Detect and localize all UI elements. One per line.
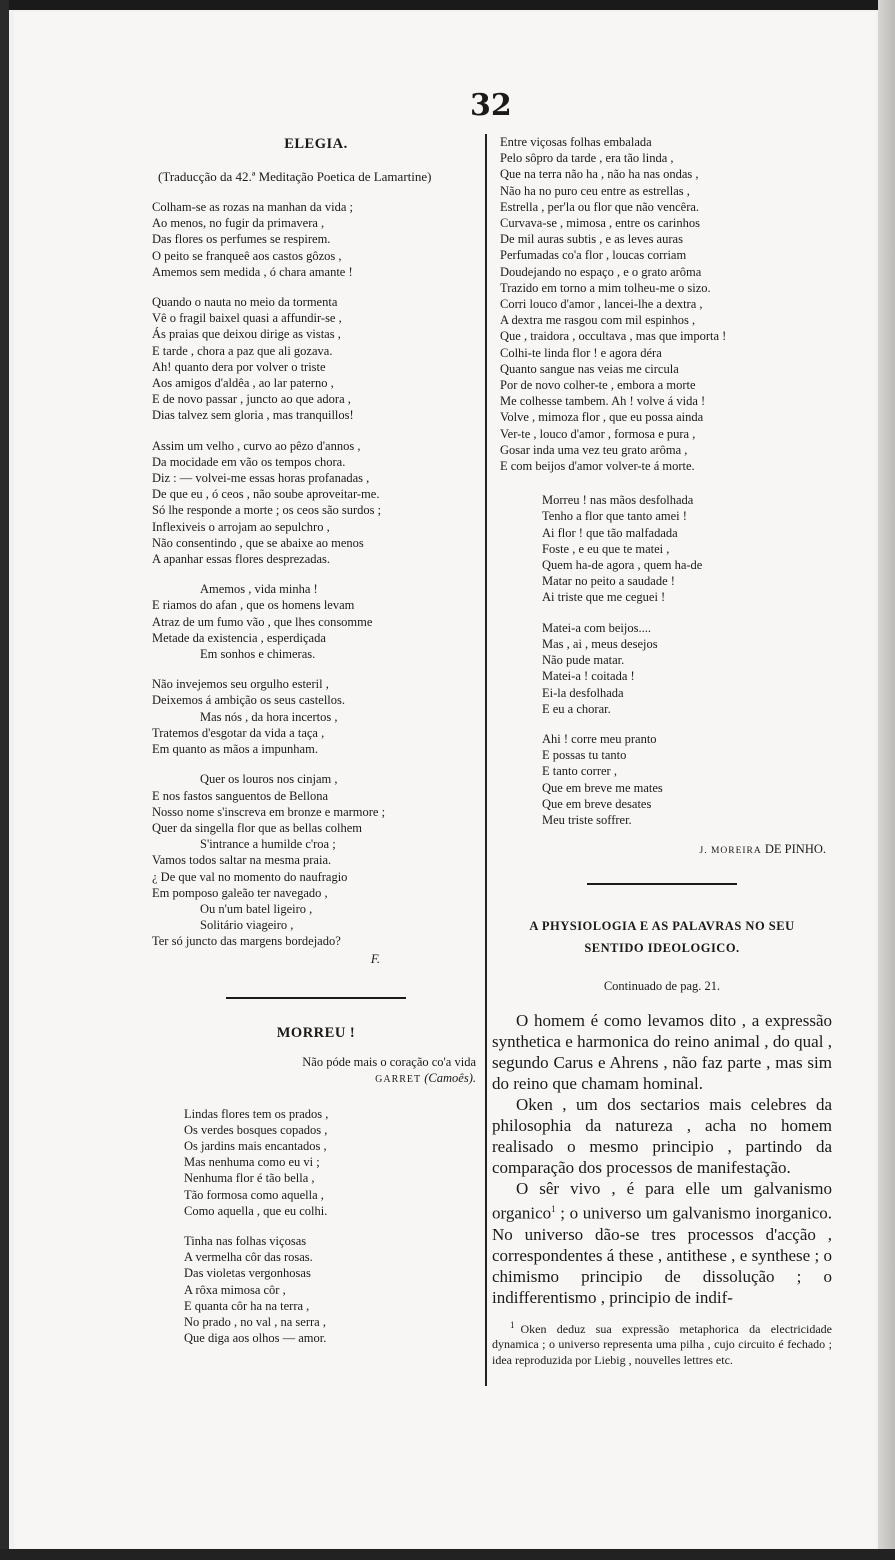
verse-line: S'intrance a humilde c'roa ; <box>200 837 336 852</box>
paragraph: Oken , um dos sectarios mais celebres da philosophia da natureza , acha no homem realisado o mesmo principio , partindo da comparação dos processos de manifestação. <box>492 1095 832 1178</box>
verse-line: Pelo sôpro da tarde , era tão linda , <box>500 151 674 166</box>
verse-line: Não pude matar. <box>542 653 625 668</box>
verse-line: A dextra me rasgou com mil espinhos , <box>500 313 696 328</box>
scan-edge-top <box>0 0 895 10</box>
morreu-stanza <box>152 1106 480 1219</box>
verse-line: Como aquella , que eu colhi. <box>184 1203 328 1218</box>
verse-line: Ai flor ! que tão malfadada <box>542 525 678 540</box>
section-rule <box>587 883 737 885</box>
elegia-subtitle: (Traducção da 42.ª Meditação Poetica de Lamartine) <box>158 169 432 184</box>
verse-line: Que em breve me mates <box>542 780 663 795</box>
verse-line: Curvava-se , mimosa , entre os carinhos <box>500 216 700 231</box>
verse-line: Perfumadas co'a flor , loucas corriam <box>500 248 687 263</box>
verse-line: Mas nós , da hora incertos , <box>200 709 338 724</box>
scan-edge-bottom <box>0 1549 895 1560</box>
column-divider <box>485 134 487 1386</box>
elegia-stanza <box>152 199 480 280</box>
verse-line: No prado , no val , na serra , <box>184 1314 326 1329</box>
verse-line: Ahi ! corre meu pranto <box>542 731 657 746</box>
verse-line: Nosso nome s'inscreva em bronze e marmore ; <box>152 804 386 819</box>
verse-line: Inflexiveis o arrojam ao sepulchro , <box>152 519 330 534</box>
continued-note: Continuado de pag. 21. <box>603 979 721 994</box>
verse-line: Atraz de um fumo vão , que lhes consomme <box>152 614 373 629</box>
epigraph-text: Não póde mais o coração co'a vida <box>302 1054 476 1069</box>
verse-line: Mas nenhuma como eu vi ; <box>184 1155 320 1170</box>
epigraph-author: GARRET <box>375 1073 422 1085</box>
article-body <box>492 1010 832 1308</box>
signature-name: DE PINHO. <box>764 842 826 857</box>
verse-line: Em sonhos e chimeras. <box>200 647 316 662</box>
article-title-line: A PHYSIOLOGIA E AS PALAVRAS NO SEU <box>529 919 795 934</box>
verse-line: Só lhe responde a morte ; os ceos são surdos ; <box>152 503 382 518</box>
verse-line: E nos fastos sanguentos de Bellona <box>152 788 329 803</box>
scan-edge-right <box>878 0 895 1560</box>
footnote-text: Oken deduz sua expressão metaphorica da electricidade dynamica ; o universo representa uma pilha , cujo circuito é fechado ; idea reproduzida por Liebig , nouvelles lettres etc. <box>492 1321 832 1367</box>
verse-line: E de novo passar , juncto ao que adora , <box>152 392 351 407</box>
verse-line: Das violetas vergonhosas <box>184 1266 311 1281</box>
verse-line: Das flores os perfumes se respirem. <box>152 232 331 247</box>
elegia-stanza <box>152 771 480 949</box>
verse-line: Diz : — volvei-me essas horas profanadas , <box>152 471 370 486</box>
morreu-epigraph <box>152 1054 480 1088</box>
verse-line: Ei-la desfolhada <box>542 685 624 700</box>
section-rule <box>226 997 406 999</box>
verse-line: Não consentindo , que se abaixe ao menos <box>152 535 364 550</box>
verse-line: Tenho a flor que tanto amei ! <box>542 509 687 524</box>
verse-line: Dias talvez sem gloria , mas tranquillos! <box>152 408 354 423</box>
left-column <box>152 132 480 1360</box>
verse-line: Quer os louros nos cinjam , <box>200 772 338 787</box>
verse-line: Que , traidora , occultava , mas que importa ! <box>500 329 727 344</box>
verse-line: Metade da existencia , esperdiçada <box>152 630 326 645</box>
morreu-signature <box>492 842 826 857</box>
verse-line: Ao menos, no fugir da primavera , <box>152 216 325 231</box>
verse-line: Amemos , vida minha ! <box>200 582 318 597</box>
verse-line: Por de novo colher-te , embora a morte <box>500 378 696 393</box>
verse-line: Os jardins mais encantados , <box>184 1138 327 1153</box>
verse-line: Amemos sem medida , ó chara amante ! <box>152 264 353 279</box>
verse-line: Assim um velho , curvo ao pêzo d'annos , <box>152 438 361 453</box>
verse-line: Não ha no puro ceu entre as estrellas , <box>500 183 690 198</box>
verse-line: Que diga aos olhos — amor. <box>184 1331 327 1346</box>
article-title-line: SENTIDO IDEOLOGICO. <box>584 941 740 956</box>
page-number: 32 <box>470 88 512 123</box>
verse-line: Em quanto as mãos a impunham. <box>152 742 318 757</box>
verse-line: Colhi-te linda flor ! e agora déra <box>500 345 662 360</box>
verse-line: Aos amigos d'aldêa , ao lar paterno , <box>152 376 334 391</box>
right-column <box>492 134 832 1368</box>
article-title <box>492 915 832 959</box>
footnote <box>492 1318 832 1369</box>
verse-line: A vermelha côr das rosas. <box>184 1250 313 1265</box>
scan-edge-left <box>0 0 9 1560</box>
elegia-stanza <box>152 294 480 424</box>
verse-line: Nenhuma flor é tão bella , <box>184 1171 315 1186</box>
verse-line: A apanhar essas flores desprezadas. <box>152 552 331 567</box>
verse-line: Que em breve desates <box>542 796 652 811</box>
morreu-title: MORREU ! <box>276 1024 356 1041</box>
elegia-signature: F. <box>370 951 380 966</box>
verse-line: Ai triste que me ceguei ! <box>542 590 666 605</box>
verse-line: O peito se franqueê aos castos gôzos , <box>152 248 342 263</box>
verse-line: Solitário viageiro , <box>200 918 294 933</box>
verse-line: De mil auras subtis , e as leves auras <box>500 232 683 247</box>
verse-line: Meu triste soffrer. <box>542 812 632 827</box>
verse-line: Quanto sangue nas veias me circula <box>500 361 679 376</box>
verse-line: De que eu , ó ceos , não soube aproveitar-me. <box>152 487 380 502</box>
verse-line: Que na terra não ha , não ha nas ondas , <box>500 167 699 182</box>
verse-line: Os verdes bosques copados , <box>184 1122 328 1137</box>
verse-line: Deixemos á ambição os seus castellos. <box>152 693 346 708</box>
elegia-stanza <box>152 581 480 662</box>
verse-line: Em pomposo galeão ter navegado , <box>152 885 328 900</box>
verse-line: Foste , e eu que te matei , <box>542 541 670 556</box>
verse-line: Quem ha-de agora , quem ha-de <box>542 558 703 573</box>
verse-line: E riamos do afan , que os homens levam <box>152 598 355 613</box>
signature-initials: J. MOREIRA <box>699 846 762 857</box>
verse-line: Volve , mimoza flor , que eu possa ainda <box>500 410 704 425</box>
verse-line: Não invejemos seu orgulho esteril , <box>152 677 329 692</box>
verse-line: Ou n'um batel ligeiro , <box>200 901 313 916</box>
verse-line: Gosar inda uma vez teu grato arôma , <box>500 442 688 457</box>
verse-line: Entre viçosas folhas embalada <box>500 135 652 149</box>
verse-line: Corri louco d'amor , lancei-lhe a dextra , <box>500 297 703 312</box>
verse-line: E com beijos d'amor volver-te á morte. <box>500 459 695 474</box>
verse-line: E quanta côr ha na terra , <box>184 1298 310 1313</box>
verse-line: Mas , ai , meus desejos <box>542 636 658 651</box>
elegia-stanza <box>152 438 480 568</box>
verse-line: E possas tu tanto <box>542 748 627 763</box>
verse-line: Ter só juncto das margens bordejado? <box>152 934 341 949</box>
elegia-stanza <box>152 676 480 757</box>
verse-line: E eu a chorar. <box>542 701 611 716</box>
verse-line: E tanto correr , <box>542 764 617 779</box>
verse-line: Quer da singella flor que as bellas colhem <box>152 820 362 835</box>
morreu-stanza <box>492 731 832 828</box>
verse-line: Me colhesse tambem. Ah ! volve á vida ! <box>500 394 706 409</box>
verse-line: Trazido em torno a mim tolheu-me o sizo. <box>500 280 711 295</box>
verse-line: Lindas flores tem os prados , <box>184 1106 329 1121</box>
verse-line: Colham-se as rozas na manhan da vida ; <box>152 200 353 214</box>
verse-line: Morreu ! nas mãos desfolhada <box>542 493 694 508</box>
verse-line: Da mocidade em vão os tempos chora. <box>152 454 346 469</box>
verse-line: Ás praias que deixou dirige as vistas , <box>152 327 341 342</box>
elegia-title: ELEGIA. <box>284 136 348 152</box>
verse-line: Matar no peito a saudade ! <box>542 574 675 589</box>
epigraph-source: (Camoês). <box>424 1070 476 1085</box>
verse-line: A rôxa mimosa côr , <box>184 1282 286 1297</box>
verse-line: Quando o nauta no meio da tormenta <box>152 295 338 310</box>
verse-line: Tratemos d'esgotar da vida a taça , <box>152 725 325 740</box>
verse-line: Tão formosa como aquella , <box>184 1187 324 1202</box>
morreu-stanza <box>492 134 832 474</box>
verse-line: ¿ De que val no momento do naufragio <box>152 869 348 884</box>
verse-line: E tarde , chora a paz que ali gozava. <box>152 343 333 358</box>
morreu-stanza <box>492 492 832 605</box>
epigraph-attribution <box>152 1070 476 1088</box>
paragraph-text: O sêr vivo , é para elle um galvanismo organico <box>492 1179 832 1223</box>
morreu-stanza <box>492 620 832 717</box>
morreu-stanza <box>152 1233 480 1346</box>
verse-line: Vê o fragil baixel quasi a affundir-se , <box>152 311 342 326</box>
verse-line: Matei-a com beijos.... <box>542 620 651 635</box>
paragraph: O homem é como levamos dito , a expressão synthetica e harmonica do reino animal , do qual , segundo Carus e Ahrens , não faz parte , mas sim do reino que chamam hominal. <box>492 1011 832 1094</box>
verse-line: Vamos todos saltar na mesma praia. <box>152 853 332 868</box>
verse-line: Estrella , per'la ou flor que não vencêra. <box>500 199 700 214</box>
verse-line: Matei-a ! coitada ! <box>542 669 635 684</box>
verse-line: Ah! quanto dera por volver o triste <box>152 359 326 374</box>
verse-line: Doudejando no espaço , e o grato arôma <box>500 264 702 279</box>
verse-line: Tinha nas folhas viçosas <box>184 1233 307 1248</box>
footnote-mark: 1 <box>510 1319 515 1330</box>
paragraph <box>492 1178 832 1308</box>
verse-line: Ver-te , louco d'amor , formosa e pura , <box>500 426 696 441</box>
paragraph-text: ; o universo um galvanismo inorganico. No universo dão-se tres processos d'acção , correspondentes á these , antithese , e synthese ; o chimismo principio de dissolução ; o indifferentismo , principio de indif- <box>492 1203 832 1307</box>
footnote-ref: 1 <box>551 1204 556 1215</box>
